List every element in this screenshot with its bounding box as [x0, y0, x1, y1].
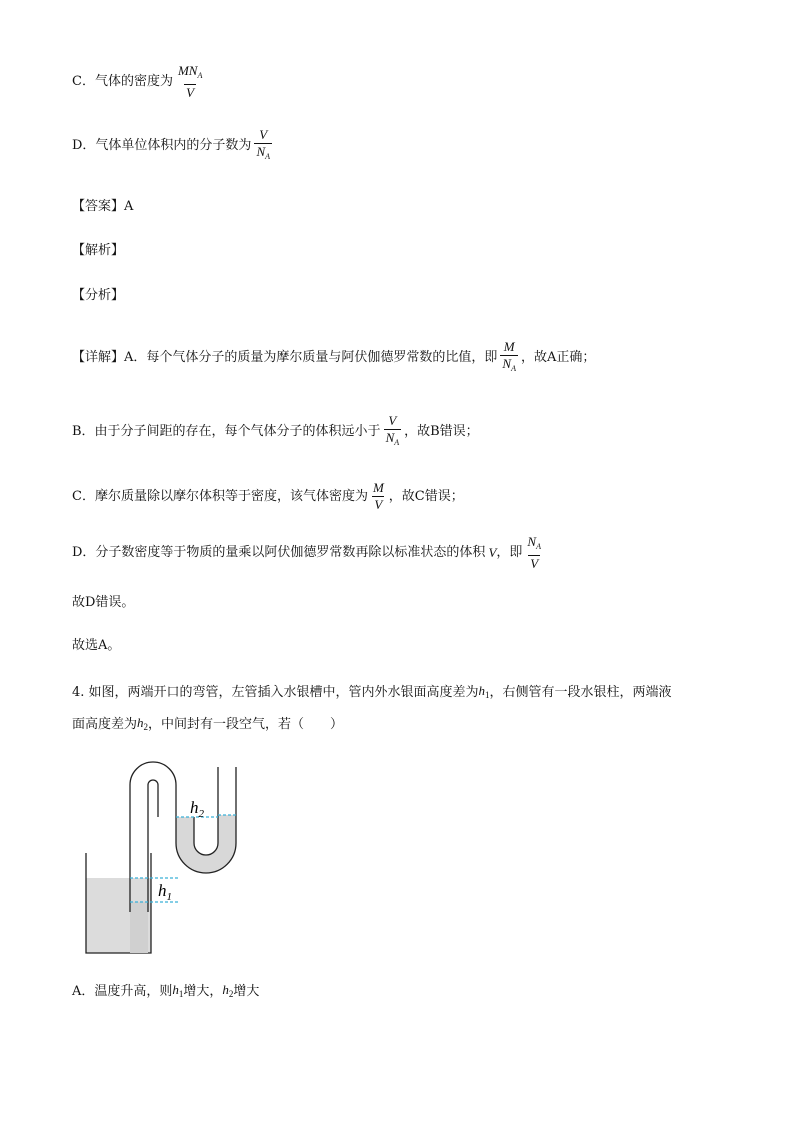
q4-h2-var: h [137, 715, 144, 730]
q4-text-2a: 面高度差为 [72, 717, 138, 732]
q4-text-1b: ，右侧管有一段水银柱，两端液 [489, 685, 672, 700]
detail-b-text: B．由于分子间距的存在，每个气体分子的体积远小于 [72, 424, 381, 439]
option-c-text: C．气体的密度为 [72, 74, 173, 89]
frac-num: V [388, 413, 397, 428]
frac-den: V [530, 556, 539, 571]
answer-value: A [124, 199, 134, 214]
detail-b-fraction [384, 414, 402, 450]
label-h1: $h_1$ [158, 881, 172, 903]
q4-option-a-mid: 增大， [183, 984, 223, 999]
q4-text-2b: ，中间封有一段空气，若（ ） [148, 717, 344, 732]
detail-d-var: V [488, 545, 497, 560]
q4-option-a [72, 981, 259, 1003]
h2-sub: 2 [228, 989, 234, 999]
frac-den: N [385, 430, 395, 445]
detail-b-tail: ，故B错误； [404, 424, 479, 439]
detail-c-fraction [371, 481, 386, 512]
detail-c-line [72, 481, 464, 512]
q4-option-a-text: A．温度升高，则 [72, 984, 173, 999]
option-d-fraction [254, 128, 272, 164]
label-h2: $h_2$ [190, 798, 204, 820]
h1-sub: 1 [178, 989, 184, 999]
u-tube-figure [78, 757, 258, 957]
q4-option-a-tail: 增大 [233, 984, 260, 999]
option-c-fraction [176, 64, 204, 100]
question-4-line-2 [72, 714, 343, 736]
detail-d-conclusion: 故D错误。 [72, 595, 135, 610]
q4-h2-sub: 2 [143, 722, 149, 732]
detail-d-text: D．分子数密度等于物质的量乘以阿伏伽德罗常数再除以标准状态的体积 [72, 545, 486, 560]
frac-den: V [374, 497, 383, 512]
analysis-label: 【解析】 [72, 243, 125, 258]
top-bend [130, 762, 176, 785]
frac-num-sub: A [536, 542, 541, 551]
detail-c-text: C．摩尔质量除以摩尔体积等于密度，该气体密度为 [72, 488, 368, 504]
frac-den-sub: A [511, 364, 516, 373]
frac-num: M [372, 480, 384, 495]
detail-c-tail: ，故C错误； [388, 488, 464, 504]
detail-a-line [72, 340, 595, 376]
h1-var: h [172, 982, 179, 997]
frac-num: N [527, 534, 537, 549]
detail-d-fraction [525, 535, 543, 571]
frac-den-sub: A [265, 152, 270, 161]
detail-d-line [72, 535, 546, 571]
detail-d-mid: ，即 [496, 545, 523, 560]
detail-b-line [72, 414, 479, 450]
question-4-line-1 [72, 682, 672, 704]
q4-h1-var: h [478, 683, 486, 698]
q4-option-a-h1 [172, 981, 183, 1003]
option-c [72, 64, 207, 100]
answer-label: 【答案】 [72, 199, 125, 214]
q4-text-1a: 4. 如图，两端开口的弯管，左管插入水银槽中，管内外水银面高度差为 [72, 685, 479, 700]
detail-a-text: A．每个气体分子的质量为摩尔质量与阿伏伽德罗常数的比值，即 [124, 350, 498, 365]
frac-den-sub: A [394, 438, 400, 447]
q4-h1-sub: 1 [485, 690, 490, 700]
frac-num: M [503, 339, 515, 354]
frac-den: N [256, 144, 266, 159]
frac-den: V [186, 85, 195, 100]
detail-a-fraction [500, 340, 518, 376]
frac-num-sub: A [197, 71, 203, 80]
option-d-text: D．气体单位体积内的分子数为 [72, 138, 252, 153]
choose-line: 故选A。 [72, 638, 121, 653]
detail-label: 【详解】 [72, 350, 125, 365]
frac-num: MN [177, 63, 198, 78]
q4-h2 [137, 714, 148, 736]
q4-option-a-h2 [222, 981, 233, 1003]
frac-den: N [502, 356, 512, 371]
h2-var: h [222, 982, 229, 997]
answer-line [72, 198, 133, 216]
q4-h1 [479, 682, 490, 704]
option-d [72, 128, 275, 164]
detail-a-tail: ，故A正确； [520, 350, 596, 365]
fenxi-label: 【分析】 [72, 288, 125, 303]
mercury-in-left-tube [130, 902, 148, 953]
frac-num: V [259, 127, 268, 142]
